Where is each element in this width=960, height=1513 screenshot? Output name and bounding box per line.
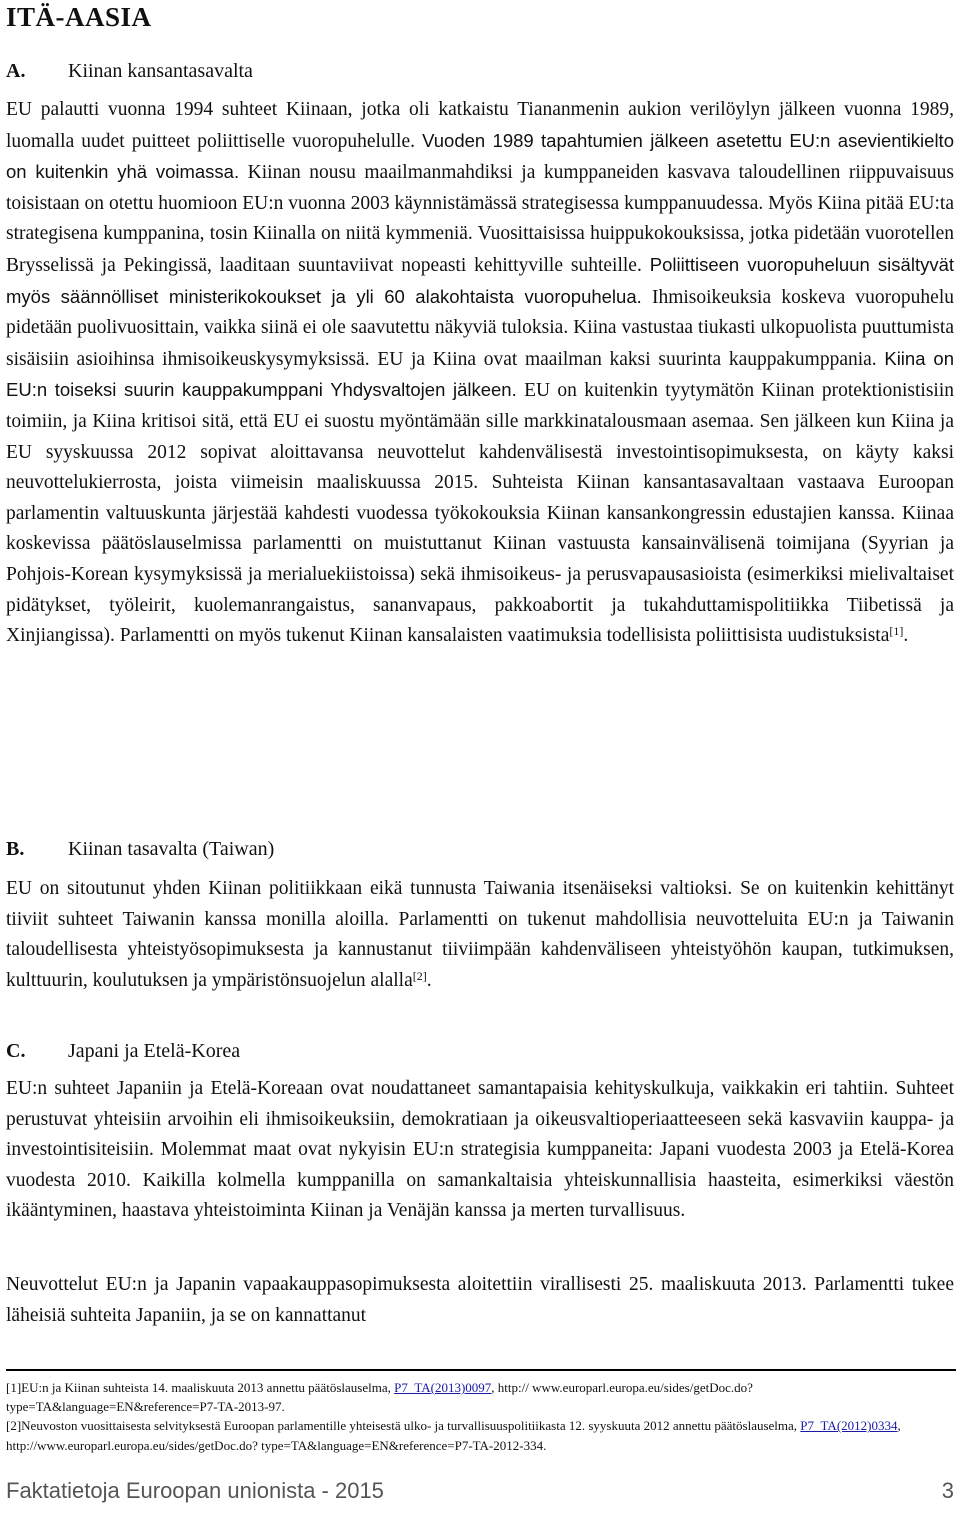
section-letter: B. xyxy=(6,838,25,860)
paragraph-text: Kiinan nousu maailmanmahdiksi ja kumppaneiden kasvava taloudellinen riippuvaisuus toisistaan on otettu huomioon EU:n vuonna 2003 käynnistämässä strategisessa kumppanuudessa. Myös Kiina pitää EU:ta strategisena kumppanina, tosin Kiinalla on niitä kymmeniä. Vuosittaisissa huippukokouksissa, jotka pidetään vuorotellen Brysselissä ja Pekingissä, laaditaan suuntaviivat nopeasti kehittyville suhteille. xyxy=(6,162,955,276)
section-letter: A. xyxy=(6,60,26,82)
footnotes xyxy=(6,1378,954,1455)
footnote-reference[interactable]: [2] xyxy=(412,968,427,983)
paragraph-japan-korea xyxy=(6,1074,954,1227)
paragraph-taiwan xyxy=(6,874,954,996)
footnote-reference[interactable]: [1] xyxy=(889,624,904,639)
paragraph-text: Kiina on EU:n toiseksi suurin kauppakumppani Yhdysvaltojen jälkeen. xyxy=(6,347,955,401)
paragraph-text: Neuvottelut EU:n ja Japanin vapaakauppasopimuksesta aloitettiin virallisesti 25. maaliskuuta 2013. Parlamentti tukee läheisiä suhteita Japaniin, ja se on kannattanut xyxy=(6,1274,954,1326)
footnote-1 xyxy=(6,1378,954,1416)
footnote-2 xyxy=(6,1416,954,1454)
paragraph-japan-fta xyxy=(6,1270,954,1331)
paragraph-end: . xyxy=(903,625,909,647)
section-title: Kiinan tasavalta (Taiwan) xyxy=(68,838,275,860)
footnote-text: [1]EU:n ja Kiinan suhteista 14. maaliskuuta 2013 annettu päätöslauselma, xyxy=(6,1380,395,1395)
page-footer xyxy=(6,1478,954,1510)
paragraph-text: EU palautti vuonna 1994 suhteet Kiinaan, jotka oli katkaistu Tiananmenin aukion verilöylyn jälkeen vuonna 1989, luomalla uudet puitteet poliittiselle vuoropuhelulle. xyxy=(6,99,954,152)
footer-title: Faktatietoja Euroopan unionista - 2015 xyxy=(6,1478,384,1503)
paragraph-text: EU on kuitenkin tyytymätön Kiinan protektionistisiin toimiin, ja Kiina kritisoi sitä, että EU ei suostu myöntämään sille markkinatalousmaan asemaa. Sen jälkeen kun Kiina ja EU syyskuussa 2012 sopivat aloittavansa neuvottelut kahdenvälisestä investointisopimuksesta, on käyty kaksi neuvottelukierrosta, joista viimeisin maaliskuussa 2015. Suhteista Kiinan kansantasavaltaan vastaava Euroopan parlamentin valtuuskunta järjestää kahdesti vuodessa työkokouksia Kiinan kansankongressin edustajien kanssa. Kiinaa koskevissa päätöslauselmissa parlamentti on muistuttanut Kiinan vastuusta kansainvälisenä toimijana (Syyrian ja Pohjois-Korean kysymyksissä ja merialuekiistoissa) sekä ihmisoikeus- ja perusvapausasioista (esimerkiksi mielivaltaiset pidätykset, työleirit, kuolemanrangaistus, sananvapaus, pakkoabortit ja tukahduttamispolitiikka Tiibetissä ja Xinjiangissa). Parlamentti on myös tukenut Kiinan kansalaisten vaatimuksia todellisista poliittisista uudistuksista xyxy=(6,380,955,647)
paragraph-text: Poliittiseen vuoropuheluun sisältyvät myös säännölliset ministerikokoukset ja yli 60 alakohtaista vuoropuhelua. xyxy=(6,253,955,307)
footnote-link[interactable]: P7_TA(2013)0097 xyxy=(394,1380,492,1395)
footnote-link[interactable]: P7_TA(2012)0334 xyxy=(800,1418,898,1434)
paragraph-text: EU:n suhteet Japaniin ja Etelä-Koreaan ovat noudattaneet samantapaisia kehityskulkuja, vaikkakin eri tahtiin. Suhteet perustuvat yhteisiin arvoihin eli ihmisoikeuksiin, demokratiaan ja oikeusvaltioperiaatteeseen sekä kasvaviin kauppa- ja investointisiteisiin. Molemmat maat ovat nykyisin EU:n strategisia kumppaneita: Japani vuodesta 2003 ja Etelä-Korea vuodesta 2010. Kaikilla kolmella kumppanilla on samankaltaisia yhteiskunnallisia haasteita, esimerkiksi väestön ikääntyminen, haastava yhteistoiminta Kiinan ja Venäjän kanssa ja merten turvallisuus. xyxy=(6,1078,954,1222)
chapter-title: ITÄ-AASIA xyxy=(6,2,152,32)
section-title: Japani ja Etelä-Korea xyxy=(68,1040,241,1062)
paragraph-text: Ihmisoikeuksia koskeva vuoropuhelu pidetään puolivuosittain, vaikka siinä ei ole saavutettu näkyviä tuloksia. Kiina vastustaa tiukasti ulkopuolista puuttumista sisäisiin asioihinsa ihmisoikeuskysymyksissä. EU ja Kiina ovat maailman kaksi suurinta kauppakumppania. xyxy=(6,286,954,370)
paragraph-text: Vuoden 1989 tapahtumien jälkeen asetettu EU:n asevientikielto on kuitenkin yhä voimassa. xyxy=(6,129,954,183)
section-heading-a xyxy=(6,60,253,83)
section-title: Kiinan kansantasavalta xyxy=(68,60,253,82)
footnote-divider xyxy=(6,1369,956,1371)
paragraph-text: EU on sitoutunut yhden Kiinan politiikkaan eikä tunnusta Taiwania itsenäiseksi valtioksi. Se on kuitenkin kehittänyt tiiviit suhteet Taiwanin kanssa monilla aloilla. Parlamentti on tukenut mahdollisia neuvotteluita EU:n ja Taiwanin taloudellisesta yhteistyösopimuksesta ja kannustanut tiiviimpään kahdenväliseen yhteistyöhön kaupan, tutkimuksen, kulttuurin, koulutuksen ja ympäristönsuojelun alalla xyxy=(6,878,954,991)
section-heading-b xyxy=(6,838,274,861)
footnote-text: [2]Neuvoston vuosittaisesta selvityksestä Euroopan parlamentille yhteisestä ulko- ja turvallisuuspolitiikasta 12. syyskuuta 2012 annettu päätöslauselma, xyxy=(6,1418,801,1434)
section-letter: C. xyxy=(6,1040,26,1062)
footnote-text: , http:// www.europarl.europa.eu/sides/getDoc.do?type=TA&language=EN&reference=P7-TA-2013-97. xyxy=(6,1380,753,1415)
page-number: 3 xyxy=(941,1478,954,1503)
footnote-text: , http://www.europarl.europa.eu/sides/getDoc.do? type=TA&language=EN&reference=P7-TA-2012-334. xyxy=(6,1418,901,1453)
section-heading-c xyxy=(6,1040,240,1063)
paragraph-china xyxy=(6,95,954,652)
paragraph-end: . xyxy=(426,969,432,991)
